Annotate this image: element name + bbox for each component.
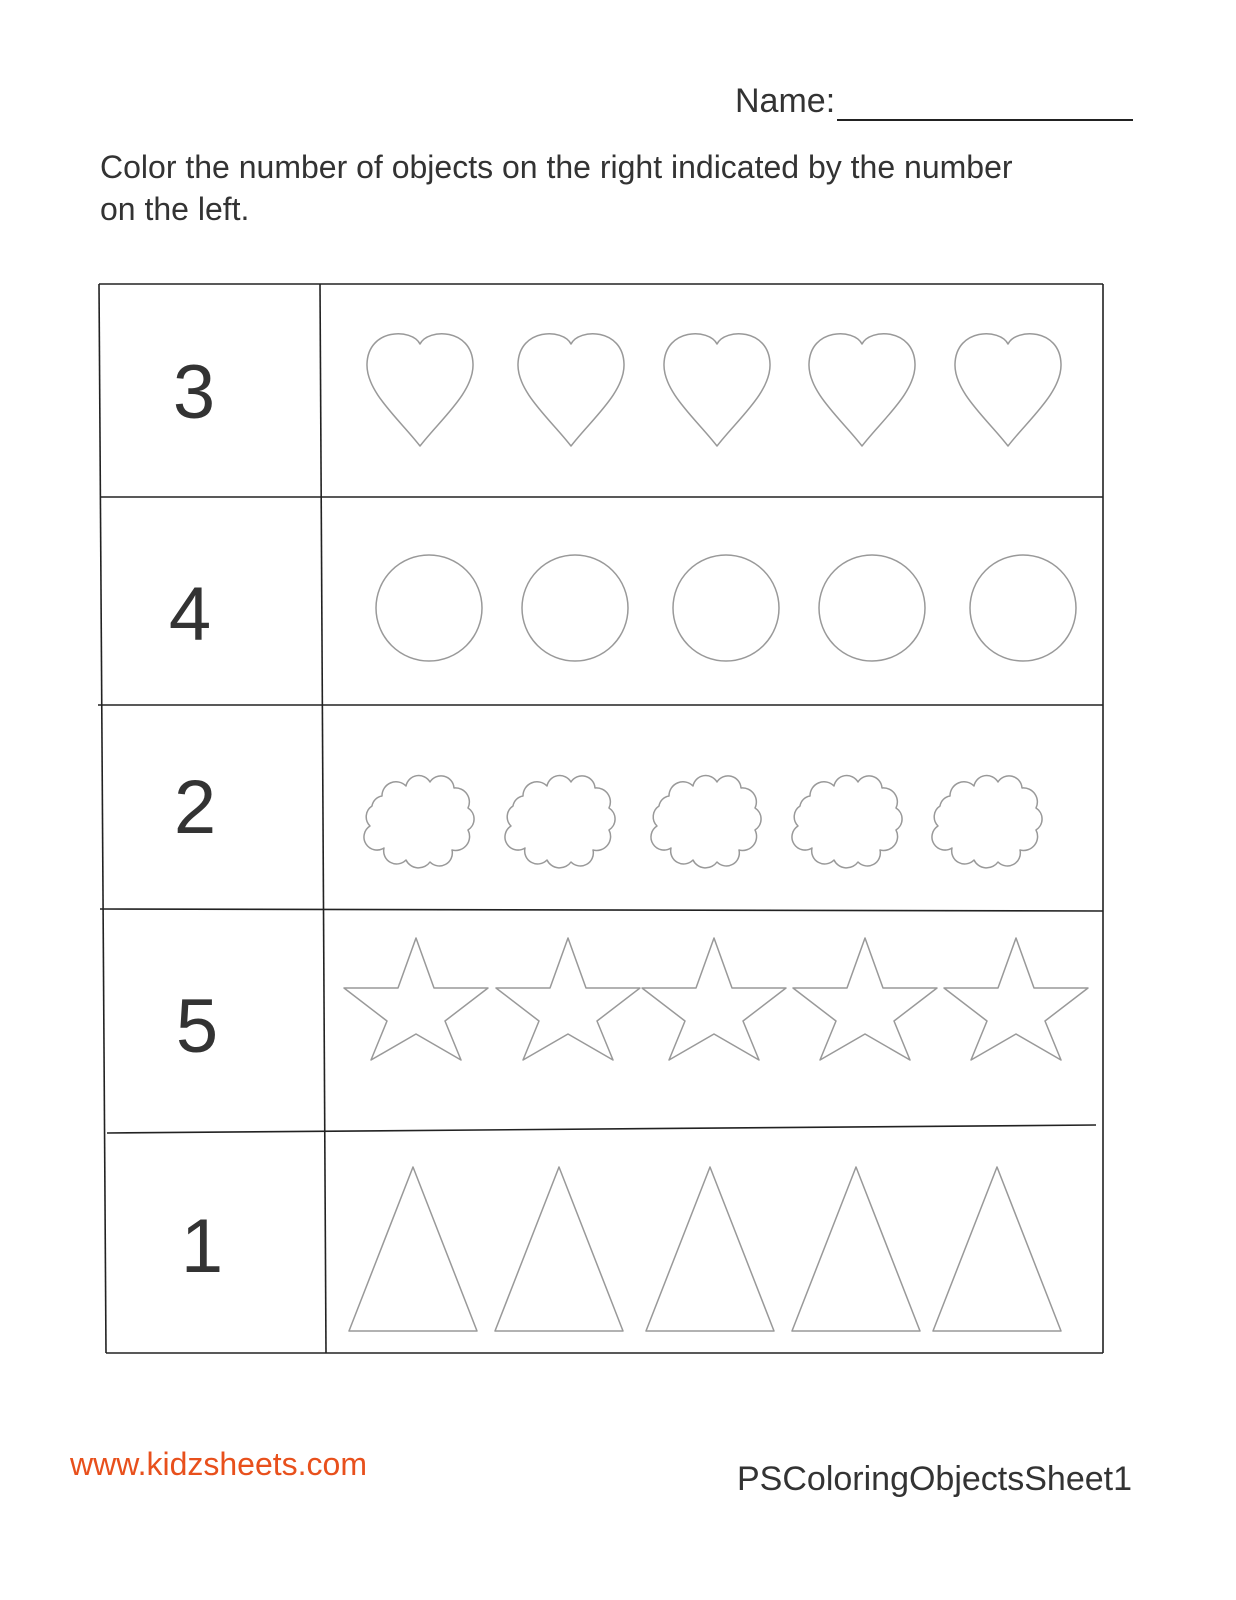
heart-icon[interactable]	[367, 334, 473, 446]
heart-icon[interactable]	[955, 334, 1061, 446]
cloud-icon[interactable]	[932, 776, 1042, 868]
website-link[interactable]: www.kidzsheets.com	[70, 1446, 367, 1482]
star-icon[interactable]	[944, 938, 1088, 1060]
star-icon[interactable]	[344, 938, 488, 1060]
table-grid	[98, 284, 1103, 1353]
grid-column-divider	[320, 284, 326, 1353]
cloud-icon[interactable]	[505, 776, 615, 868]
name-label: Name:	[735, 82, 836, 120]
star-icon[interactable]	[496, 938, 640, 1060]
heart-icon[interactable]	[664, 334, 770, 446]
row-shapes-circles	[376, 555, 1076, 661]
star-icon[interactable]	[793, 938, 937, 1060]
grid-left-border	[99, 284, 106, 1353]
row-shapes-stars	[344, 938, 1088, 1060]
row-number-3: 2	[173, 765, 217, 850]
row-number-2: 4	[168, 572, 212, 657]
circle-icon[interactable]	[376, 555, 482, 661]
row-number-1: 3	[172, 350, 216, 435]
circle-icon[interactable]	[522, 555, 628, 661]
triangle-icon[interactable]	[646, 1167, 774, 1331]
row-number-4: 5	[175, 984, 219, 1069]
triangle-icon[interactable]	[792, 1167, 920, 1331]
triangle-icon[interactable]	[933, 1167, 1061, 1331]
circle-icon[interactable]	[819, 555, 925, 661]
heart-icon[interactable]	[518, 334, 624, 446]
triangle-icon[interactable]	[349, 1167, 477, 1331]
grid-row-divider-3	[100, 909, 1103, 911]
row-number-5: 1	[180, 1204, 224, 1289]
heart-icon[interactable]	[809, 334, 915, 446]
star-icon[interactable]	[642, 938, 786, 1060]
cloud-icon[interactable]	[651, 776, 761, 868]
row-shapes-hearts	[367, 334, 1061, 446]
cloud-icon[interactable]	[364, 776, 474, 868]
cloud-icon[interactable]	[792, 776, 902, 868]
circle-icon[interactable]	[673, 555, 779, 661]
instructions-text: Color the number of objects on the right indicated by the number on the left.	[100, 149, 1013, 227]
triangle-icon[interactable]	[495, 1167, 623, 1331]
sheet-code: PSColoringObjectsSheet1	[737, 1460, 1133, 1498]
grid-row-divider-4	[107, 1125, 1096, 1133]
circle-icon[interactable]	[970, 555, 1076, 661]
row-shapes-clouds	[364, 776, 1042, 868]
row-shapes-triangles	[349, 1167, 1061, 1331]
